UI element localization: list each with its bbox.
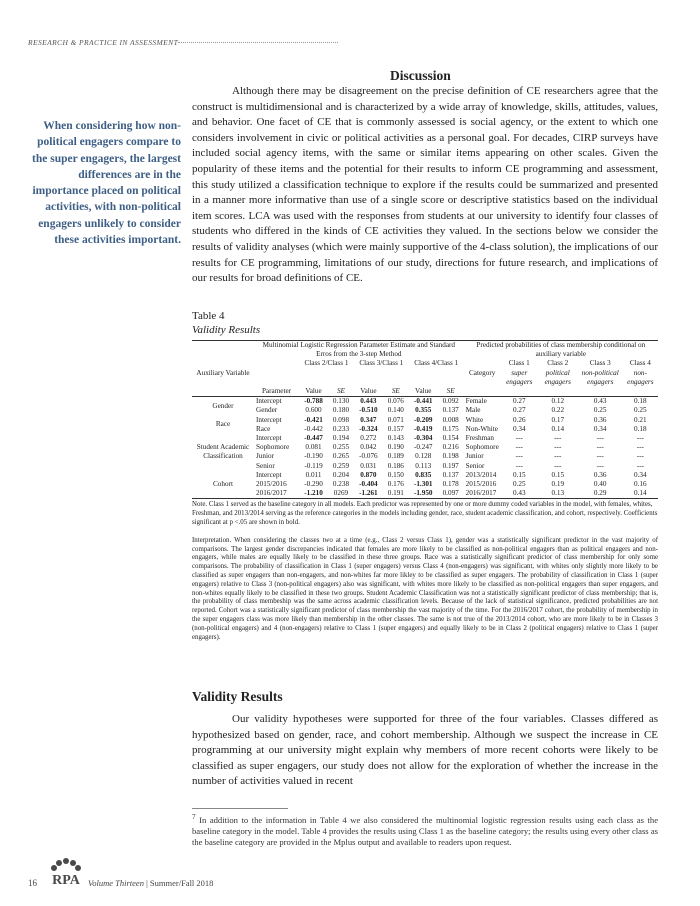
category-cell: Sophomore [465,443,499,452]
estimate-cell: -0.421 [304,415,323,424]
category-header: Category [469,368,496,377]
category-cell: Male [465,406,481,415]
class-header: Class 3 [589,359,611,368]
probability-cell: 0.25 [593,406,607,415]
se-cell: 0.265 [332,452,350,461]
probability-cell: 0.25 [634,406,647,415]
aux-variable-cell: Cohort [213,480,233,489]
estimate-cell: -0.442 [304,424,323,433]
probability-cell: 0.18 [634,424,647,433]
table-caption [192,310,260,336]
se-cell: 0.154 [442,434,459,443]
se-cell: 0.191 [387,489,404,498]
parameter-cell: Senior [256,461,275,470]
probability-cell: --- [554,452,562,461]
probability-cell: 0.26 [512,415,526,424]
estimate-cell: -1.950 [413,489,433,498]
se-cell: 0.130 [332,397,350,406]
class-subheader: non-political engagers [581,368,619,386]
class-subheader: non-engagers [627,368,654,386]
se-header: SE [446,387,455,396]
aux-variable-cell: Gender [212,401,234,410]
se-cell: 0.071 [387,415,404,424]
probability-cell: --- [596,443,604,452]
se-header: SE [391,387,400,396]
se-cell: 0.255 [332,443,350,452]
table-row [192,434,658,443]
estimate-cell: 0.355 [415,406,432,415]
probability-cell: 0.34 [634,470,647,479]
value-header: Value [360,387,377,396]
se-cell: 0.098 [332,415,350,424]
se-cell: 0.008 [442,415,459,424]
se-cell: 0.097 [442,489,459,498]
se-cell: 0.238 [332,480,350,489]
probability-cell: 0.17 [551,415,565,424]
svg-text:RPA: RPA [52,873,80,888]
probability-cell: --- [596,434,604,443]
category-cell: 2013/2014 [465,470,497,479]
table-row [192,416,658,425]
table-note [192,501,658,527]
probability-cell: --- [636,434,644,443]
probability-cell: 0.22 [551,406,565,415]
footnote-text: In addition to the information in Table 4 we also considered the multinomial logistic regression results using each class as the baseline category in the model. Table 4 provides the results using Class 1 as the baseline category; the results using every other class as the baseline category are provided in the Mplus output and available to readers upon request. [192,814,659,848]
probability-cell: 0.34 [512,424,526,433]
se-cell: 0.143 [387,434,404,443]
class-subheader: super engagers [506,368,533,386]
comparison-header: Class 3/Class 1 [359,359,404,368]
running-head: RESEARCH & PRACTICE IN ASSESSMENT [28,38,179,47]
value-header: Value [415,387,432,396]
table-row [192,452,658,461]
parameter-cell: Sophomore [256,443,290,452]
section-title-validity: Validity Results [192,689,283,704]
probability-cell: --- [554,443,562,452]
se-cell: 0.150 [387,470,404,479]
se-cell: 0.197 [442,461,459,470]
group-header-left: Multinomial Logistic Regression Parameter Estimate and Standard Erros from the 3-step Method [262,341,456,359]
se-cell: 0.198 [442,452,459,461]
table-body [192,397,658,499]
class-subheader: political engagers [544,368,571,386]
parameter-cell: Junior [256,452,274,461]
class-header: Class 4 [629,359,651,368]
probability-cell: --- [554,434,562,443]
probability-cell: 0.27 [512,397,526,406]
estimate-cell: 0.128 [415,452,432,461]
parameter-cell: Intercept [256,415,282,424]
se-cell: 0.137 [442,470,459,479]
probability-cell: 0.25 [512,480,526,489]
table-row [192,443,658,452]
comparison-header: Class 4/Class 1 [414,359,459,368]
parameter-cell: Race [256,424,271,433]
probability-cell: --- [554,461,562,470]
estimate-cell: -0.119 [304,461,323,470]
estimate-cell: -0.076 [359,452,378,461]
estimate-cell: -0.419 [413,424,433,433]
estimate-cell: -0.209 [413,415,433,424]
estimate-cell: -0.510 [359,406,378,415]
estimate-cell: -0.324 [359,424,378,433]
probability-cell: --- [596,452,604,461]
se-cell: 0.233 [332,424,350,433]
journal-info [88,878,213,888]
estimate-cell: 0.011 [305,470,322,479]
probability-cell: --- [515,452,523,461]
page-number: 16 [28,878,37,888]
journal-separator: | [143,878,150,888]
estimate-cell: 0.600 [305,406,322,415]
aux-variable-cell: Race [215,420,231,429]
estimate-cell: 0.272 [360,434,377,443]
probability-cell: 0.40 [593,480,607,489]
comparison-header: Class 2/Class 1 [304,359,349,368]
se-header: SE [336,387,345,396]
validity-table [192,340,658,499]
estimate-cell: -0.304 [413,434,433,443]
se-cell: 0.176 [387,480,404,489]
se-cell: 0.092 [442,397,459,406]
probability-cell: 0.34 [593,424,607,433]
rpa-logo [46,858,86,890]
category-cell: Freshman [465,434,494,443]
se-cell: 0.175 [442,424,459,433]
journal-issue: Summer/Fall 2018 [149,878,214,888]
estimate-cell: -0.247 [413,443,433,452]
class-header: Class 1 [508,359,530,368]
probability-cell: --- [596,461,604,470]
table-interpretation: Interpretation. When considering the classes two at a time (e.g., Class 2 versus Class 1), gender was a statistically significant predictor in the vast majority of comparisons. The largest gender discrepancies indicated that females are more likely to be classified as non-political engagers than as political engagers and non-engagers, while males are equally likely to be classified in these three groups. Race was a statistically significant predictor of class membership for only some comparisons. The probability of classification in Class 1 (super engagers) versus Class 4 (non-engagers) was significant, with whites only slightly more likely to be classified as super engagers than non-engagers, and non-whites far more likley to be classified as super engagers. The probability of classification in Class 1 (super engagers) relative to Class 3 (non-political engagers) also was significant, with whites more likely to be classified as non-political engagers than super engagers, and non-whites equally likely to be classified in these two groups. Student Academic Classification was not a statistically significant predictor of class membership; that is, the probability of class membeship was the same across academic classification levels. Because of the lack of statistical significance, predicted probabilities are not reported. Cohort was a statistically significant predictor of class membership the vast majority of the time. For the 2016/2017 cohort, the probability of membership in the super engagers class was more likely than membership in the other classes. The same is not true of the 2013/2014 cohort, who are more likely to be in Classes 3 (non-political engagers) and 4 (non-engagers) relative to Class 1 (super engagers) and equally likely to be in Class 2 (political engagers) relative to Class 1 (super engagers). [192,536,658,641]
category-cell: Senior [465,461,485,470]
table-row [192,480,658,489]
estimate-cell: 0.031 [360,461,377,470]
probability-cell: 0.36 [593,470,607,479]
estimate-cell: 0.347 [360,415,377,424]
estimate-cell: -0.788 [304,397,323,406]
note-text: Class 1 served as the baseline category in all models. Each predictor was represented by one or more dummy coded variables in the model, with females, whites, Freshman, and 2013/2014 serving as the reference categories in the models including gender, race, student academic classification, and cohort, respectively. Coefficients significant at p <.05 are shown in bold. [192,501,658,527]
se-cell: 0.157 [387,424,404,433]
aux-header: Auxiliary Variable [196,368,250,377]
footnote [192,812,658,849]
category-cell: White [465,415,484,424]
table-title: Validity Results [192,324,261,336]
parameter-cell: 2016/2017 [256,489,287,498]
table-row [192,397,658,407]
category-cell: Non-White [465,424,498,433]
footnote-marker: 7 [192,813,196,821]
estimate-cell: -0.290 [304,480,323,489]
table-block [192,340,658,642]
table-row [192,489,658,499]
probability-cell: --- [636,452,644,461]
category-cell: 2015/2016 [465,480,497,489]
estimate-cell: -0.441 [413,397,433,406]
se-cell: 0.259 [332,461,350,470]
parameter-cell: Gender [256,406,278,415]
probability-cell: 0.13 [551,489,565,498]
probability-cell: --- [636,443,644,452]
probability-cell: 0.19 [551,480,565,489]
estimate-cell: -0.190 [304,452,323,461]
value-header: Value [305,387,322,396]
probability-cell: --- [515,443,523,452]
estimate-cell: 0.870 [360,470,377,479]
note-label: Note. [192,501,208,509]
category-cell: Junior [465,452,484,461]
se-cell: 0.204 [332,470,350,479]
category-cell: 2016/2017 [465,489,497,498]
estimate-cell: -1.301 [413,480,433,489]
se-cell: 0.178 [442,480,459,489]
parameter-cell: Intercept [256,434,282,443]
table-row [192,471,658,480]
estimate-cell: 0.081 [305,443,322,452]
footnote-rule [192,808,288,809]
estimate-cell: 0.443 [360,397,377,406]
parameter-cell: Intercept [256,397,282,406]
se-cell: 0.186 [387,461,404,470]
se-cell: 0.140 [387,406,404,415]
probability-cell: 0.14 [634,489,647,498]
parameter-cell: Intercept [256,470,282,479]
probability-cell: 0.12 [551,397,565,406]
section-title-discussion: Discussion [390,68,451,83]
table-row [192,406,658,415]
journal-volume: Volume Thirteen [88,878,144,888]
se-cell: 0.137 [442,406,459,415]
pull-quote: When considering how non-political engagers compare to the super engagers, the largest differences are in the importance placed on political activities, with non-political engagers unlikely to consider these activities important. [32,120,181,247]
probability-cell: 0.43 [512,489,526,498]
se-cell: 0.189 [387,452,404,461]
se-cell: 0.194 [332,434,350,443]
probability-cell: --- [636,461,644,470]
se-cell: 0269 [333,489,349,498]
probability-cell: 0.14 [551,424,565,433]
probability-cell: 0.21 [634,415,647,424]
probability-cell: 0.43 [593,397,607,406]
probability-cell: 0.36 [593,415,607,424]
parameter-header: Parameter [261,387,292,396]
class-header: Class 2 [547,359,569,368]
probability-cell: 0.29 [593,489,607,498]
table-row [192,425,658,434]
group-header-right: Predicted probabilities of class membership conditional on auxiliary variable [476,341,646,359]
parameter-cell: 2015/2016 [256,480,287,489]
aux-variable-cell: Student Academic Classification [196,443,250,461]
probability-cell: 0.15 [551,470,565,479]
estimate-cell: -0.404 [359,480,378,489]
estimate-cell: -1.210 [304,489,323,498]
probability-cell: --- [515,461,523,470]
probability-cell: 0.18 [634,397,647,406]
estimate-cell: 0.113 [415,461,432,470]
se-cell: 0.076 [387,397,404,406]
probability-cell: 0.27 [512,406,526,415]
table-row [192,462,658,471]
se-cell: 0.190 [387,443,404,452]
se-cell: 0.180 [332,406,350,415]
running-head-rule [178,42,338,43]
validity-paragraph: Our validity hypotheses were supported for three of the four variables. Classes differed as hypothesized based on gender, race, and cohort membership. Although we suspect the increase in CE programming at our university might explain why members of more recent cohorts were likely to be classified as super engagers, our study does not allow for the exploration of whether the increase in the number of activities valued in recent [192,713,658,788]
discussion-paragraph: Although there may be disagreement on the precise definition of CE researchers agree that the construct is multidimensional and is characterized by a wide array of knowledge, skills, attitudes, values, and behavior. One facet of CE that is commonly assessed is social agency, or the extent to which one considers involvement in civic or political activities as a personal goal. For decades, CIRP surveys have included social agency items, with the same or similar items appearing on other scales. Given the popularity of these items and the potential for their results to inform CE programming and assessment, this study utilized a classification technique to explore if the results could be summarized and presented in a manner more informative than use of a single score or descriptive statistics based on the individual item scores. LCA was used with the responses from students at our university to identify four classes of students who differed in the kinds of CE activities they valued. In the sections below we consider the results of validity analyses (which were mainly supportive of the 4-class solution), the implications of our results for CE programming, limitations of our study, directions for future research, and implications of our results for broad definitions of CE. [192,85,658,285]
probability-cell: 0.15 [512,470,526,479]
probability-cell: --- [515,434,523,443]
estimate-cell: 0.835 [415,470,432,479]
estimate-cell: -0.447 [304,434,323,443]
table-label: Table 4 [192,310,225,322]
estimate-cell: -1.261 [359,489,378,498]
estimate-cell: 0.042 [360,443,377,452]
probability-cell: 0.16 [634,480,647,489]
se-cell: 0.216 [442,443,459,452]
category-cell: Female [465,397,487,406]
